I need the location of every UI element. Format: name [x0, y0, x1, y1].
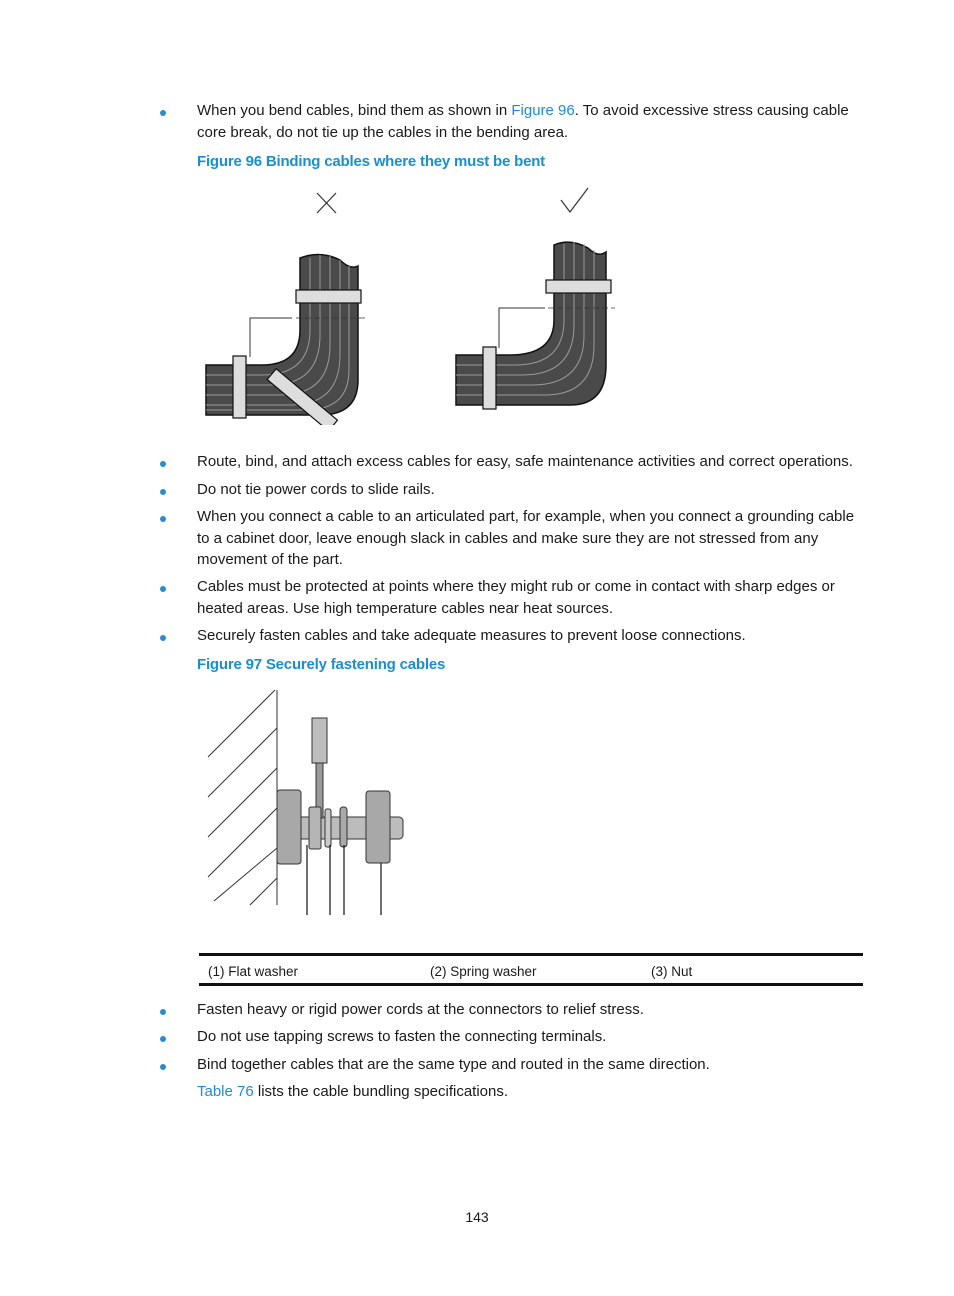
figure-96-caption: Figure 96 Binding cables where they must be bent: [197, 153, 545, 170]
figure-97-illustration: [200, 685, 420, 920]
table-76-link[interactable]: Table 76: [197, 1083, 254, 1100]
figure-97-legend: [199, 953, 863, 986]
cable-terminal-lug: [312, 718, 327, 763]
bullet-marker: [160, 1036, 166, 1042]
flat-washer: [325, 809, 331, 847]
bullet-marker: [160, 1009, 166, 1015]
nut: [366, 791, 390, 863]
figure-97-caption: Figure 97 Securely fastening cables: [197, 656, 446, 673]
bullet-marker: [160, 1064, 166, 1070]
bullet-marker: [160, 635, 166, 641]
bullet-marker: [160, 489, 166, 495]
bullet-text: Bind together cables that are the same type and routed in the same direction.: [197, 1056, 710, 1073]
page-number: 143: [465, 1209, 489, 1225]
bullet-marker: [160, 586, 166, 592]
bullet-text: Do not tie power cords to slide rails.: [197, 481, 435, 498]
bullet-marker: [160, 110, 166, 116]
correct-check-icon: [561, 188, 588, 212]
bullet-text: Securely fasten cables and take adequate measures to prevent loose connections.: [197, 627, 746, 644]
bullet-text: Route, bind, and attach excess cables for easy, safe maintenance activities and correct operations.: [197, 453, 853, 470]
spring-washer: [340, 807, 347, 847]
wrong-cross-icon: [317, 193, 336, 213]
table-reference: Table 76 lists the cable bundling specifications.: [197, 1083, 509, 1100]
figure-96-link[interactable]: Figure 96: [511, 102, 575, 119]
legend-spring-washer: (2) Spring washer: [430, 964, 537, 979]
bolt-head: [277, 790, 301, 864]
bullet-text: Fasten heavy or rigid power cords at the connectors to relief stress.: [197, 1001, 644, 1018]
legend-nut: (3) Nut: [651, 964, 693, 979]
bullet-marker: [160, 461, 166, 467]
legend-flat-washer: (1) Flat washer: [208, 964, 299, 979]
bullet-text-bend-cables: When you bend cables, bind them as shown in Figure 96. To avoid excessive stress causing cable core break, do not tie up the cables in the bending area.: [197, 102, 849, 141]
cable-bundle-correct: [456, 242, 615, 409]
bullet-text: When you connect a cable to an articulated part, for example, when you connect a grounding cable to a cabinet door, leave enough slack in cables and make sure they are not stressed from any movement of the part.: [197, 508, 855, 568]
terminal-ring: [309, 807, 321, 849]
cable-bundle-wrong: [206, 254, 366, 425]
bullet-marker: [160, 516, 166, 522]
bullet-text: Cables must be protected at points where they might rub or come in contact with sharp edges or heated areas. Use high temperature cables near heat sources.: [197, 578, 835, 617]
bullet-text: Do not use tapping screws to fasten the connecting terminals.: [197, 1028, 607, 1045]
figure-96-illustration: [200, 180, 630, 425]
wall-hatching: [208, 690, 277, 905]
